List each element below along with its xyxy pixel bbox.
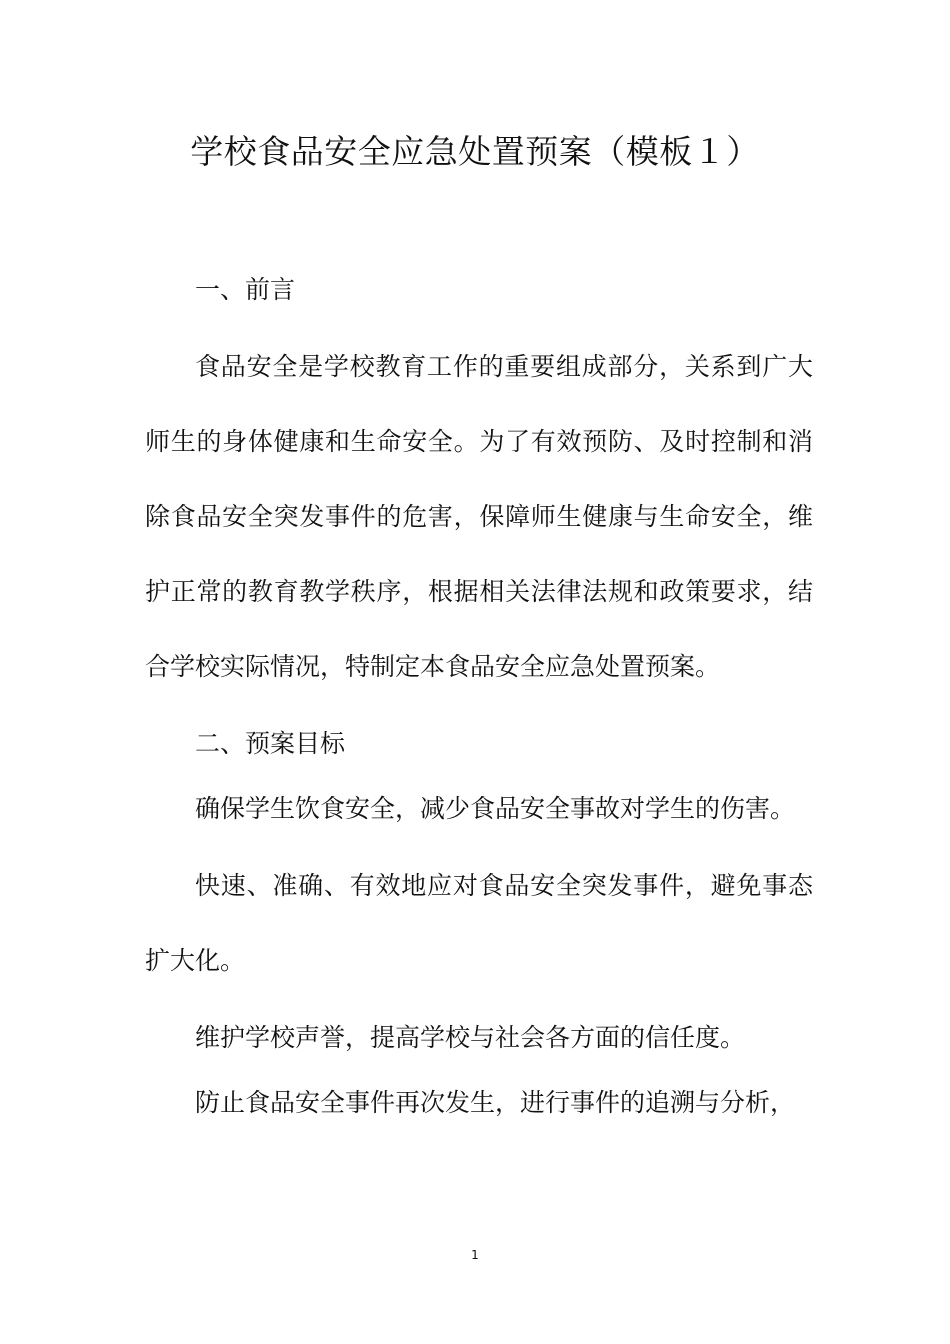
paragraph-preface: 食品安全是学校教育工作的重要组成部分，关系到广大师生的身体健康和生命安全。为了有效预防、及时控制和消除食品安全突发事件的危害，保障师生健康与生命安全，维护正常的教育教学秩序，根据相关法律法规和政策要求，结合学校实际情况，特制定本食品安全应急处置预案。 <box>145 352 813 681</box>
document-body <box>145 264 813 1128</box>
section-heading-goals: 二、预案目标 <box>195 729 346 758</box>
paragraph-goal-2: 快速、准确、有效地应对食品安全突发事件，避免事态扩大化。 <box>145 871 813 975</box>
paragraph-goal-1: 确保学生饮食安全，减少食品安全事故对学生的伤害。 <box>195 794 796 823</box>
page-number: 1 <box>471 1248 479 1262</box>
paragraph-goal-3: 维护学校声誉，提高学校与社会各方面的信任度。 <box>195 1023 746 1052</box>
document-title: 学校食品安全应急处置预案（模板１） <box>190 132 760 171</box>
paragraph-goal-4: 防止食品安全事件再次发生，进行事件的追溯与分析， <box>195 1088 796 1117</box>
section-heading-preface: 一、前言 <box>195 275 296 304</box>
